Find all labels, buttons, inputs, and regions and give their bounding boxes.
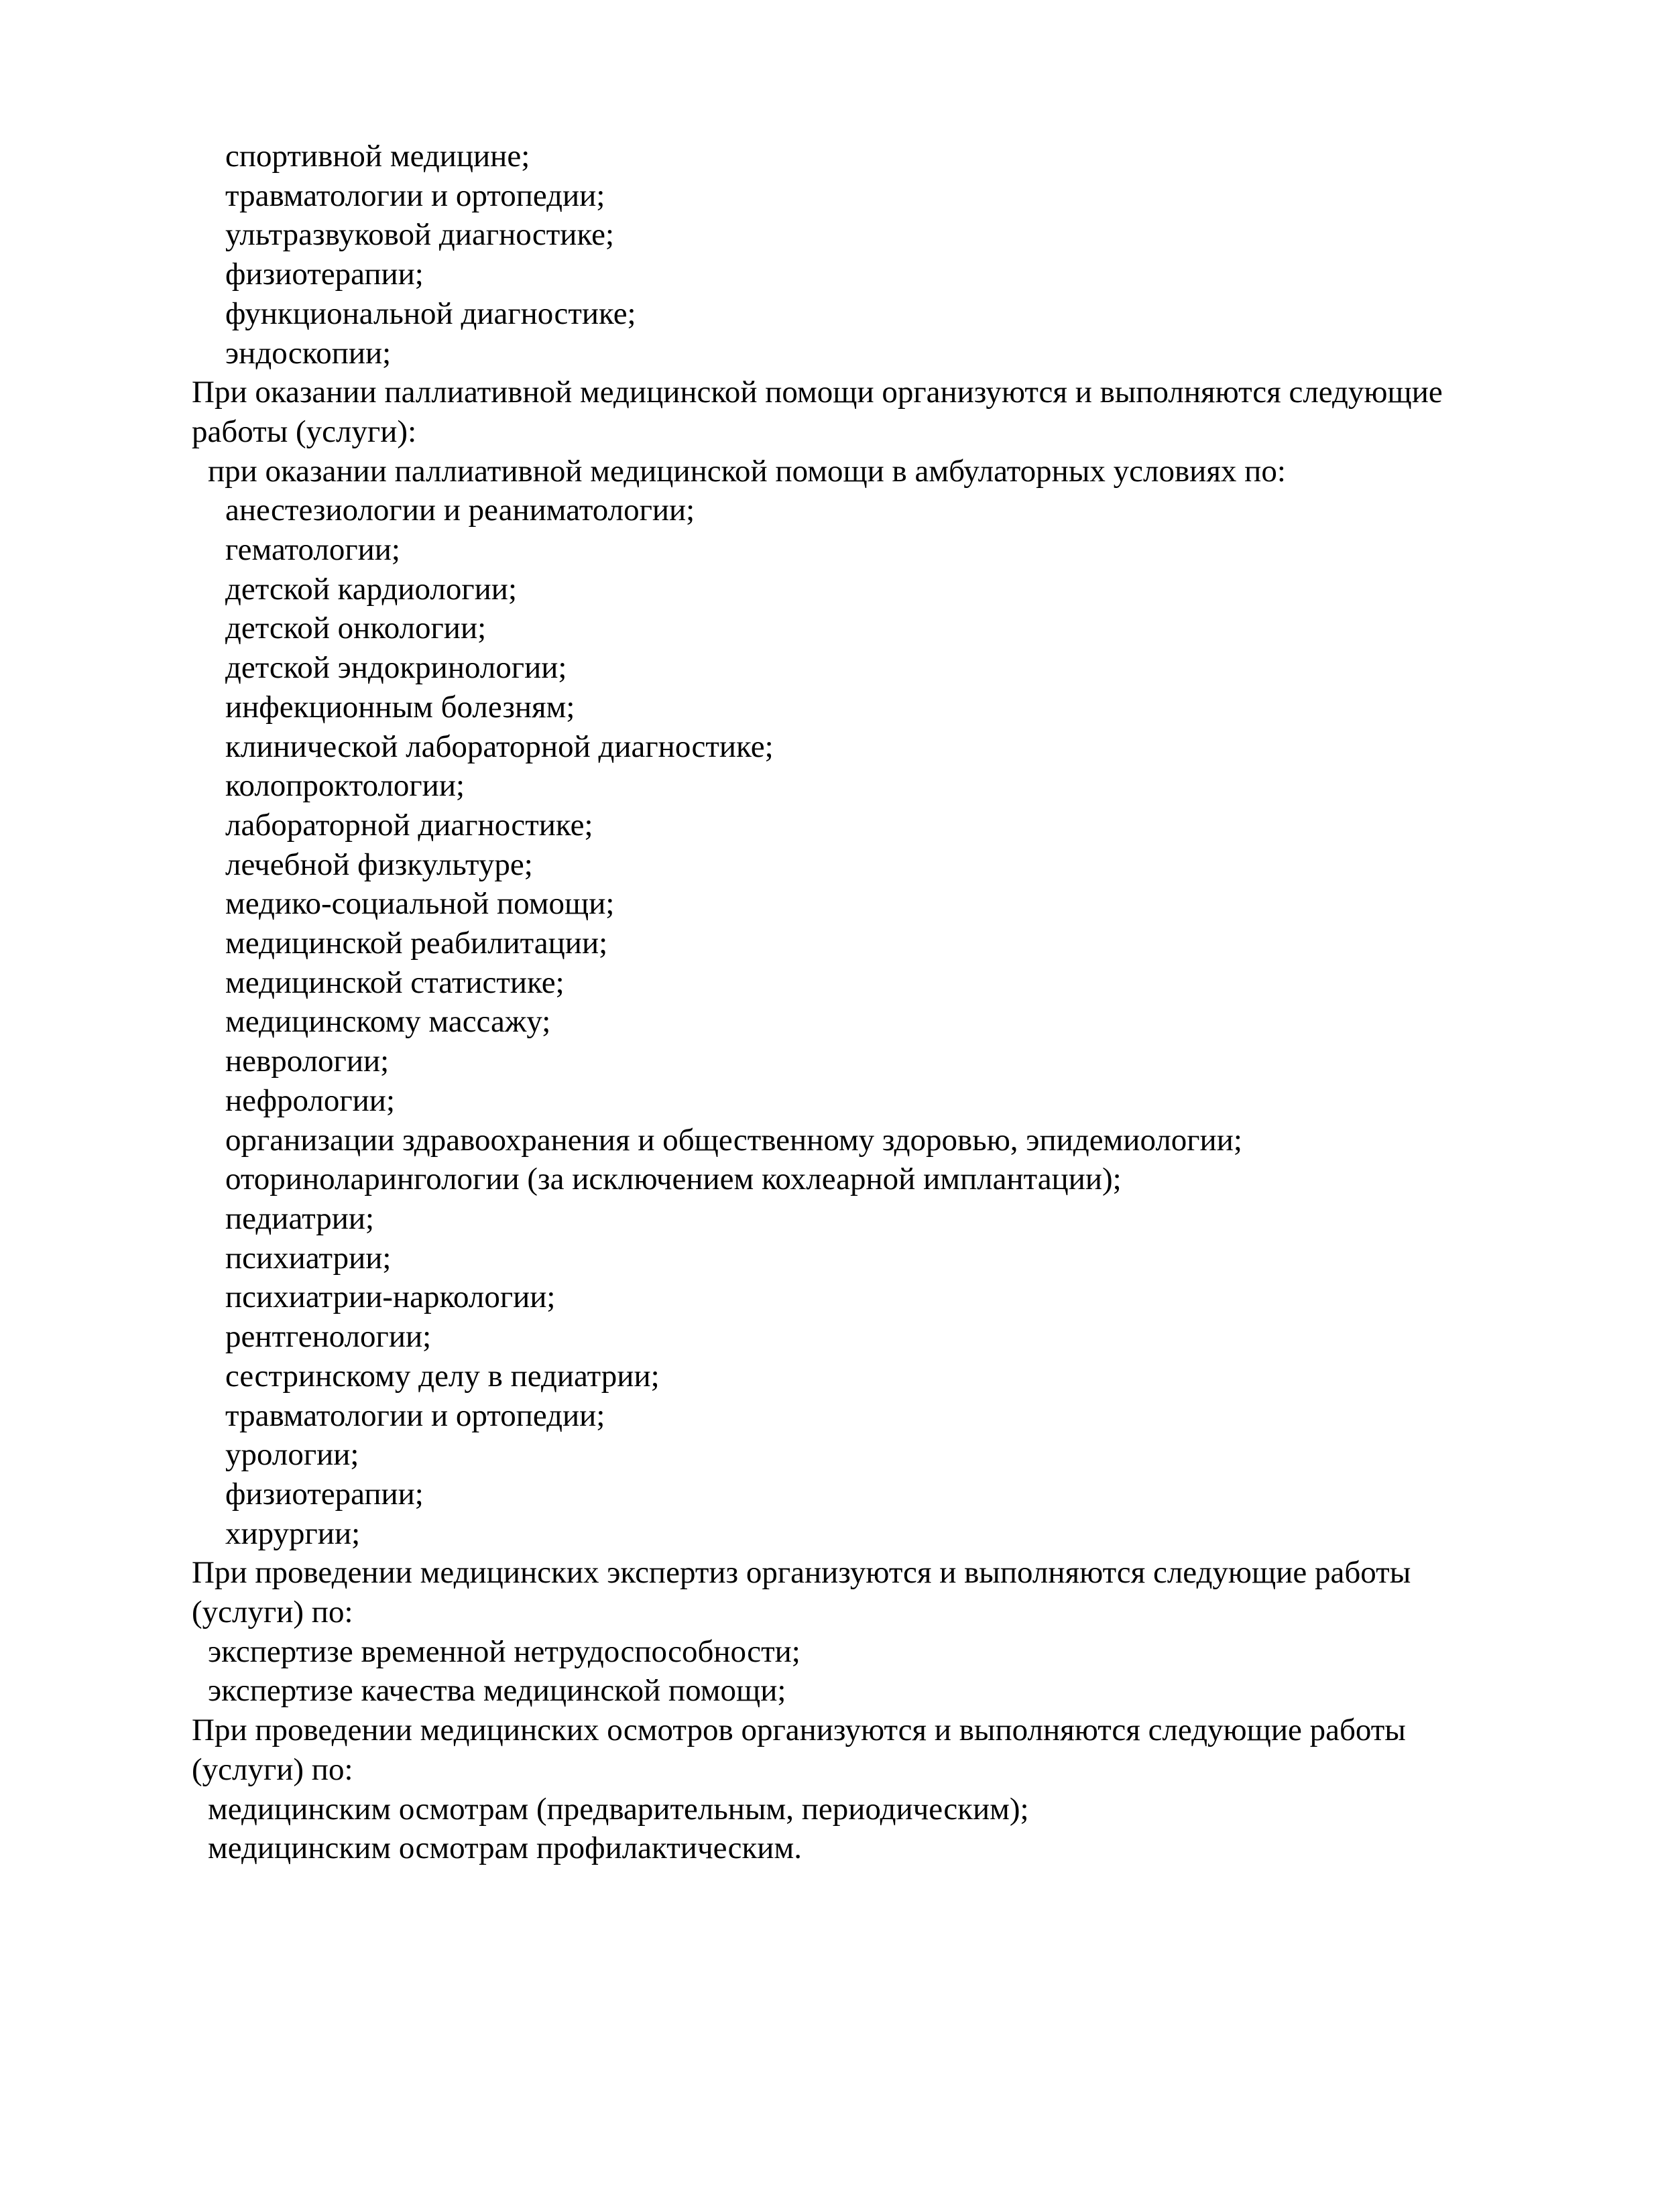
section-intro-continuation: (услуги) по:: [192, 1752, 353, 1787]
list-item: психиатрии-наркологии;: [225, 1280, 556, 1315]
list-item: медицинским осмотрам профилактическим.: [208, 1831, 802, 1866]
list-item: медицинским осмотрам (предварительным, периодическим);: [208, 1791, 1029, 1827]
list-item: гематологии;: [225, 532, 400, 568]
section-intro: При оказании паллиативной медицинской помощи организуются и выполняются следующие: [192, 375, 1443, 410]
list-item: детской эндокринологии;: [225, 650, 567, 686]
section-intro: При проведении медицинских осмотров организуются и выполняются следующие работы: [192, 1713, 1406, 1748]
examinations-section: [192, 1711, 1519, 1868]
list-item: физиотерапии;: [225, 257, 424, 292]
list-item: организации здравоохранения и общественному здоровью, эпидемиологии;: [225, 1122, 1242, 1158]
list-item: сестринскому делу в педиатрии;: [225, 1358, 660, 1394]
list-item: функциональной диагностике;: [225, 296, 636, 331]
list-item: спортивной медицине;: [225, 139, 530, 174]
list-item: лечебной физкультуре;: [225, 847, 533, 882]
list-item: медицинской статистике;: [225, 965, 565, 1000]
list-item: детской онкологии;: [225, 611, 487, 646]
list-item: нефрологии;: [225, 1083, 396, 1118]
list-item: экспертизе качества медицинской помощи;: [208, 1673, 786, 1709]
list-item: клинической лабораторной диагностике;: [225, 729, 774, 764]
list-item: инфекционным болезням;: [225, 689, 575, 725]
list-item: физиотерапии;: [225, 1476, 424, 1512]
list-item: экспертизе временной нетрудоспособности;: [208, 1634, 800, 1669]
section-intro: При проведении медицинских экспертиз организуются и выполняются следующие работы: [192, 1555, 1411, 1591]
document-body: [192, 137, 1519, 1868]
list-item: медико-социальной помощи;: [225, 886, 615, 922]
list-item: колопроктологии;: [225, 768, 465, 804]
list-item: оториноларингологии (за исключением кохлеарной имплантации);: [225, 1162, 1122, 1197]
list-item: неврологии;: [225, 1044, 390, 1079]
list-item: психиатрии;: [225, 1240, 392, 1276]
list-item: эндоскопии;: [225, 335, 392, 371]
list-item: травматологии и ортопедии;: [225, 178, 605, 213]
list-item: ультразвуковой диагностике;: [225, 217, 615, 253]
list-item: урологии;: [225, 1437, 359, 1473]
list-item: детской кардиологии;: [225, 571, 518, 607]
list-item: травматологии и ортопедии;: [225, 1398, 605, 1433]
list-item: анестезиологии и реаниматологии;: [225, 493, 695, 528]
list-item: рентгенологии;: [225, 1319, 432, 1355]
initial-list: [192, 137, 1519, 373]
palliative-section: [192, 373, 1519, 1553]
expertise-section: [192, 1553, 1519, 1711]
list-item: педиатрии;: [225, 1201, 375, 1236]
list-item: медицинскому массажу;: [225, 1004, 551, 1040]
list-item: медицинской реабилитации;: [225, 926, 608, 961]
list-item: лабораторной диагностике;: [225, 807, 593, 843]
section-subheading: при оказании паллиативной медицинской помощи в амбулаторных условиях по:: [208, 453, 1286, 489]
list-item: хирургии;: [225, 1516, 361, 1551]
section-intro-continuation: (услуги) по:: [192, 1595, 353, 1630]
section-intro-continuation: работы (услуги):: [192, 414, 417, 449]
